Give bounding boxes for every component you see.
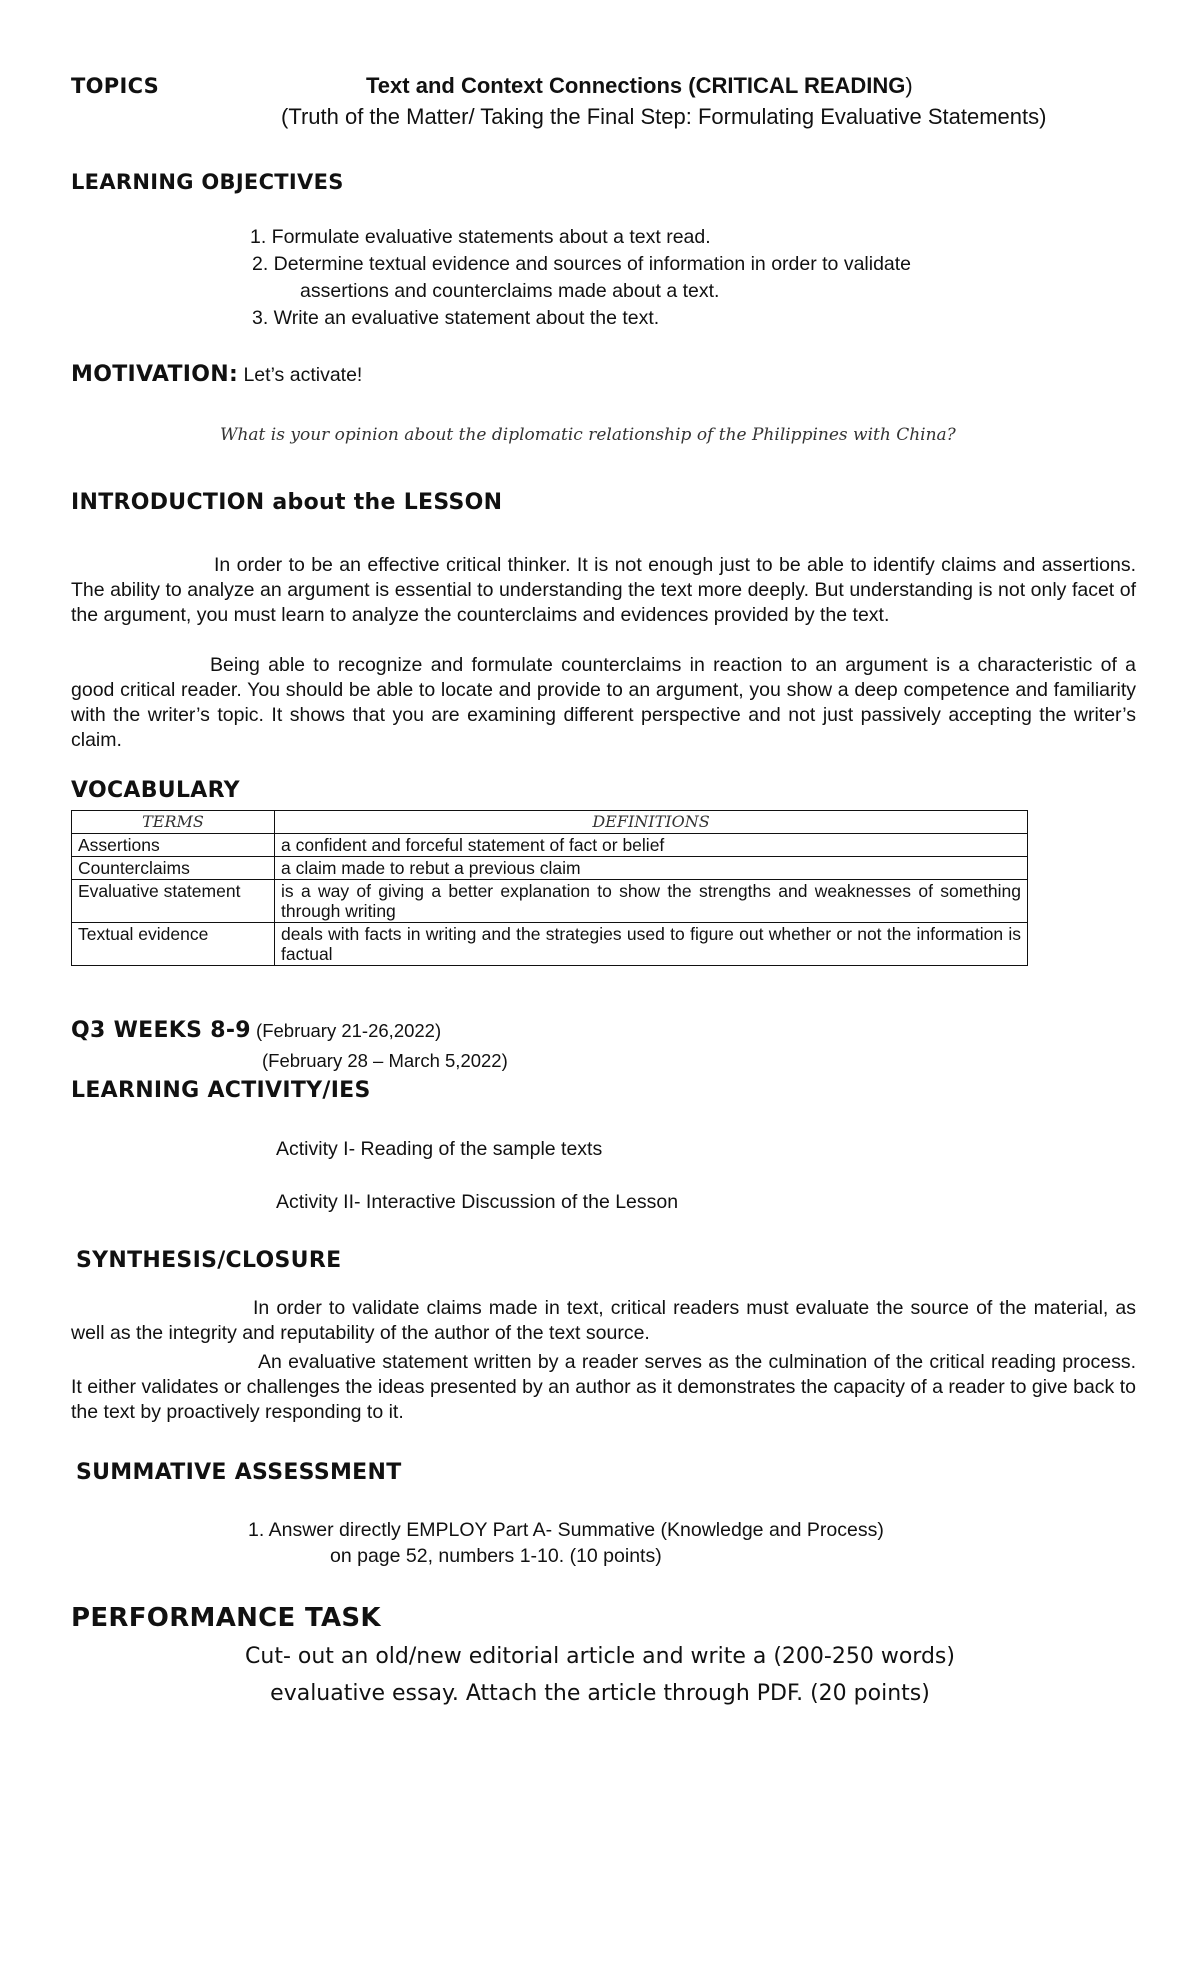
introduction-paragraph-1: In order to be an effective critical thinker. It is not enough just to be able to identify claims and assertions. The ability to analyze an argument is essential to understanding the text more deeply. But understanding is not only facet of the argument, you must learn to analyze the counterclaims and evidences provided by the text. bbox=[71, 554, 1136, 626]
definition-cell: a claim made to rebut a previous claim bbox=[275, 857, 1028, 880]
activity-item: Activity I- Reading of the sample texts bbox=[276, 1138, 603, 1160]
summative-line-2: on page 52, numbers 1-10. (10 points) bbox=[330, 1545, 662, 1567]
summative-line-1: 1. Answer directly EMPLOY Part A- Summative (Knowledge and Process) bbox=[248, 1519, 884, 1541]
term-cell: Evaluative statement bbox=[72, 880, 275, 923]
summative-heading: SUMMATIVE ASSESSMENT bbox=[76, 1460, 402, 1485]
introduction-paragraph-2: Being able to recognize and formulate counterclaims in reaction to an argument is a characteristic of a good critical reader. You should be able to locate and provide to an argument, you show a deep competence and familiarity with the writer’s topic. It shows that you are examining different perspective and not just passively accepting the writer’s claim. bbox=[71, 654, 1136, 751]
performance-heading: PERFORMANCE TASK bbox=[71, 1603, 381, 1633]
performance-task bbox=[150, 1638, 1050, 1712]
synthesis-paragraph-2: An evaluative statement written by a reader serves as the culmination of the critical reading process. It either validates or challenges the ideas presented by an author as it demonstrates the capacity of a reader to give back to the text by proactively responding to it. bbox=[71, 1351, 1136, 1423]
term-cell: Assertions bbox=[72, 834, 275, 857]
activity-item: Activity II- Interactive Discussion of the Lesson bbox=[276, 1191, 679, 1213]
weeks-heading: Q3 WEEKS 8-9 bbox=[71, 1018, 251, 1043]
motivation-question: What is your opinion about the diplomatic relationship of the Philippines with China? bbox=[220, 425, 956, 445]
weeks-range-1: (February 21-26,2022) bbox=[250, 1020, 442, 1041]
table-row bbox=[72, 834, 1028, 857]
activities-heading: LEARNING ACTIVITY/IES bbox=[71, 1078, 371, 1103]
objective-item: assertions and counterclaims made about a text. bbox=[300, 280, 720, 302]
weeks-range-2: (February 28 – March 5,2022) bbox=[262, 1050, 508, 1071]
objective-item: 2. Determine textual evidence and sources of information in order to validate bbox=[252, 253, 912, 275]
definition-cell: deals with facts in writing and the strategies used to figure out whether or not the information is factual bbox=[275, 923, 1028, 966]
topic-subtitle: (Truth of the Matter/ Taking the Final Step: Formulating Evaluative Statements) bbox=[281, 104, 1047, 129]
table-row bbox=[72, 923, 1028, 966]
motivation-line bbox=[71, 362, 362, 388]
definition-cell: a confident and forceful statement of fact or belief bbox=[275, 834, 1028, 857]
term-cell: Counterclaims bbox=[72, 857, 275, 880]
term-cell: Textual evidence bbox=[72, 923, 275, 966]
objectives-heading: LEARNING OBJECTIVES bbox=[71, 170, 344, 194]
objective-item: 1. Formulate evaluative statements about a text read. bbox=[250, 226, 711, 248]
topic-title-main: Text and Context Connections (CRITICAL READING bbox=[366, 73, 906, 98]
topic-title-paren: ) bbox=[905, 73, 913, 98]
performance-line-2: evaluative essay. Attach the article through PDF. (20 points) bbox=[270, 1681, 930, 1706]
column-header-terms: TERMS bbox=[72, 811, 275, 834]
column-header-definitions: DEFINITIONS bbox=[275, 811, 1028, 834]
performance-line-1: Cut- out an old/new editorial article and write a (200-250 words) bbox=[245, 1644, 955, 1669]
motivation-heading: MOTIVATION: bbox=[71, 362, 239, 387]
definition-cell: is a way of giving a better explanation to show the strengths and weaknesses of something through writing bbox=[275, 880, 1028, 923]
topics-label: TOPICS bbox=[71, 74, 160, 98]
introduction-heading: INTRODUCTION about the LESSON bbox=[71, 490, 503, 515]
vocabulary-table bbox=[71, 810, 1028, 966]
table-header-row bbox=[72, 811, 1028, 834]
synthesis-heading: SYNTHESIS/CLOSURE bbox=[76, 1248, 342, 1273]
synthesis-paragraph-1: In order to validate claims made in text, critical readers must evaluate the source of the material, as well as the integrity and reputability of the author of the text source. bbox=[71, 1297, 1136, 1344]
motivation-text: Let’s activate! bbox=[238, 364, 363, 386]
topic-title bbox=[366, 73, 913, 99]
table-row bbox=[72, 857, 1028, 880]
weeks-line bbox=[71, 1018, 441, 1043]
objective-item: 3. Write an evaluative statement about the text. bbox=[252, 307, 660, 329]
table-row bbox=[72, 880, 1028, 923]
vocabulary-heading: VOCABULARY bbox=[71, 778, 240, 803]
